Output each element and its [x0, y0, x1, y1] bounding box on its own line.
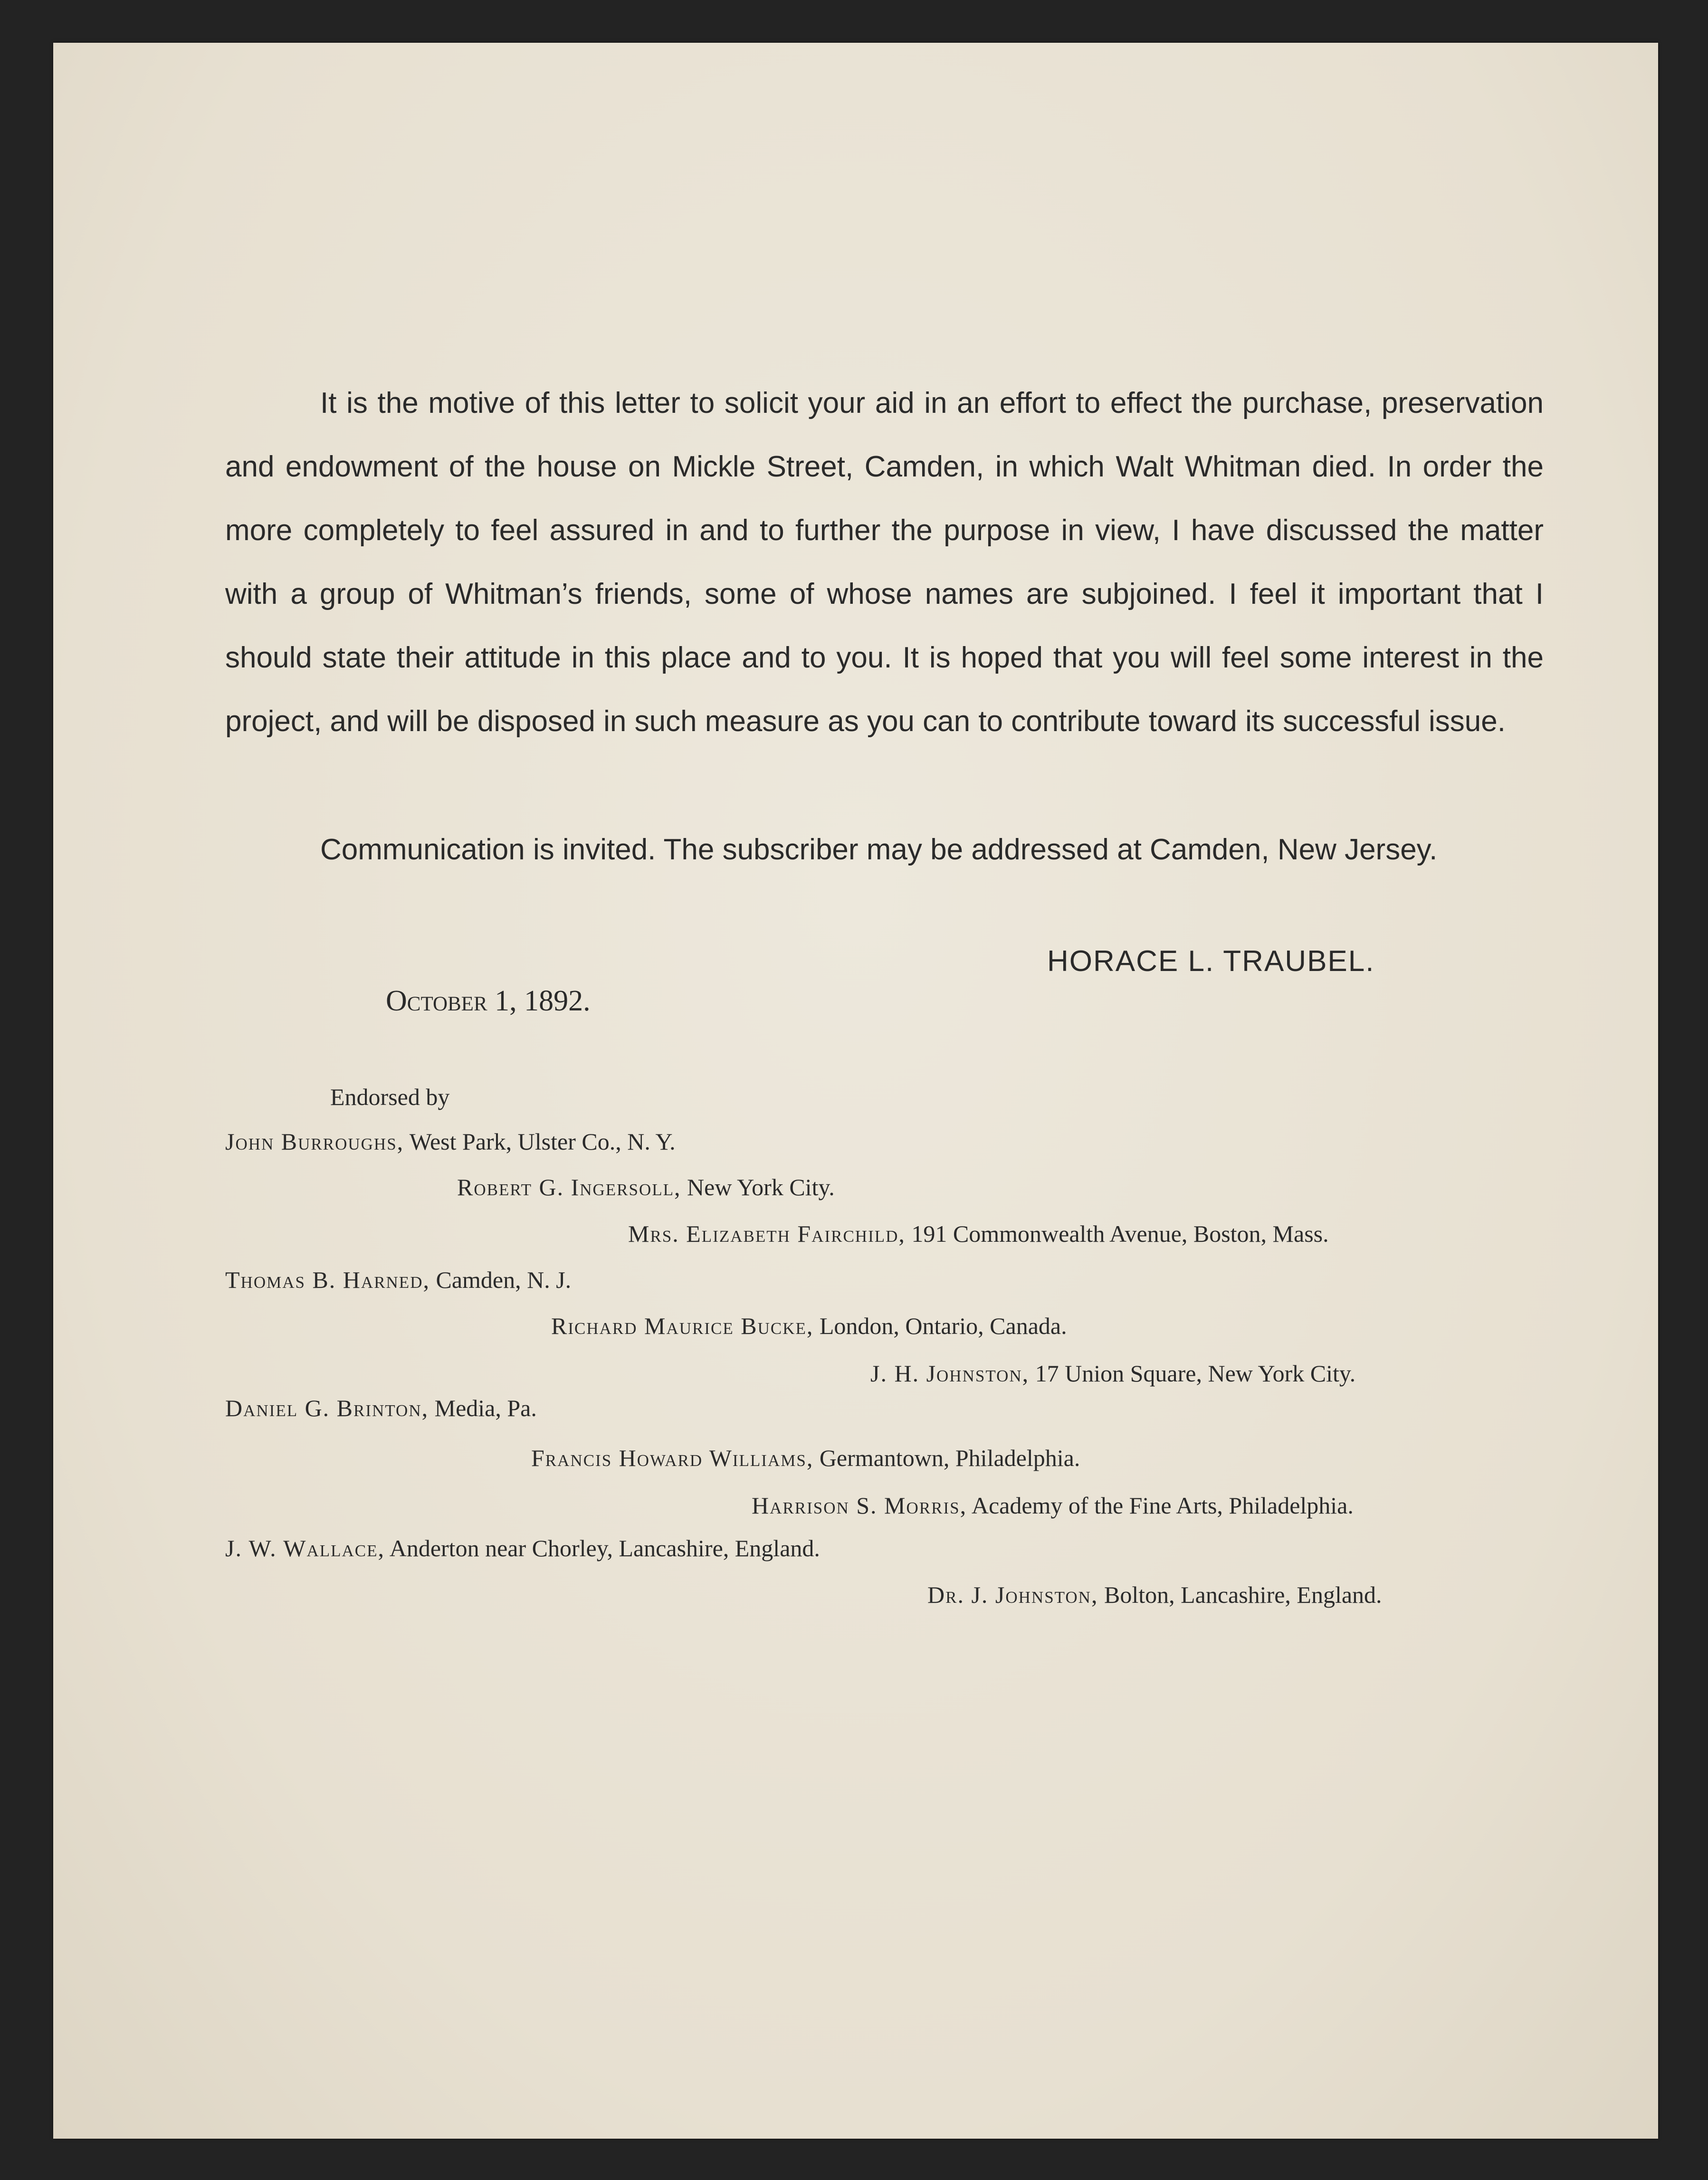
endorser-wallace: [225, 1534, 820, 1562]
endorser-name: J. H. Johnston,: [870, 1360, 1030, 1387]
endorser-bucke: [551, 1312, 1067, 1340]
endorser-brinton: [225, 1394, 537, 1422]
endorser-harned: [225, 1266, 571, 1294]
endorser-name: Daniel G. Brinton,: [225, 1395, 429, 1421]
letter-page: [53, 43, 1658, 2139]
endorser-williams: [531, 1444, 1080, 1472]
endorser-morris: [752, 1492, 1354, 1519]
signature: HORACE L. TRAUBEL.: [1047, 945, 1375, 978]
endorser-name: J. W. Wallace,: [225, 1535, 385, 1561]
endorsed-by-heading: Endorsed by: [330, 1084, 450, 1110]
endorser-address: Academy of the Fine Arts, Philadelphia.: [971, 1492, 1354, 1519]
endorser-address: Bolton, Lancashire, England.: [1104, 1581, 1382, 1608]
endorser-name: John Burroughs,: [225, 1128, 404, 1155]
endorser-jh-johnston: [870, 1360, 1355, 1387]
endorser-name: Harrison S. Morris,: [752, 1492, 967, 1519]
endorser-name: Mrs. Elizabeth Fairchild,: [628, 1220, 906, 1247]
endorser-name: Richard Maurice Bucke,: [551, 1313, 814, 1339]
endorser-dr-johnston: [927, 1581, 1382, 1609]
endorser-address: Camden, N. J.: [436, 1266, 572, 1293]
endorser-address: Media, Pa.: [434, 1395, 537, 1421]
endorser-address: 17 Union Square, New York City.: [1035, 1360, 1356, 1387]
endorser-burroughs: [225, 1128, 676, 1155]
endorser-fairchild: [628, 1220, 1329, 1247]
endorser-address: West Park, Ulster Co., N. Y.: [409, 1128, 676, 1155]
letter-paragraph-2: Communication is invited. The subscriber may be addressed at Camden, New Jersey.: [320, 833, 1438, 866]
endorser-address: Anderton near Chorley, Lancashire, England.: [389, 1535, 820, 1561]
endorser-address: London, Ontario, Canada.: [819, 1313, 1067, 1339]
endorser-name: Francis Howard Williams,: [531, 1445, 814, 1471]
endorser-name: Robert G. Ingersoll,: [457, 1174, 681, 1200]
endorser-address: 191 Commonwealth Avenue, Boston, Mass.: [911, 1220, 1329, 1247]
letter-date: October 1, 1892.: [386, 985, 591, 1017]
endorser-name: Dr. J. Johnston,: [927, 1581, 1098, 1608]
endorser-ingersoll: [457, 1173, 835, 1201]
endorser-name: Thomas B. Harned,: [225, 1266, 430, 1293]
endorser-address: New York City.: [687, 1174, 835, 1200]
letter-paragraph-1: It is the motive of this letter to solicit your aid in an effort to effect the purchase, preservation and endowment of the house on Mickle Street, Camden, in which Walt Whitman died. In order the more completely to feel assured in and to further the purpose in view, I have discussed the matter with a group of Whitman’s friends, some of whose names are subjoined. I feel it important that I should state their attitude in this place and to you. It is hoped that you will feel some interest in the project, and will be disposed in such measure as you can to contribute toward its successful issue.: [225, 387, 1544, 738]
endorser-address: Germantown, Philadelphia.: [819, 1445, 1080, 1471]
